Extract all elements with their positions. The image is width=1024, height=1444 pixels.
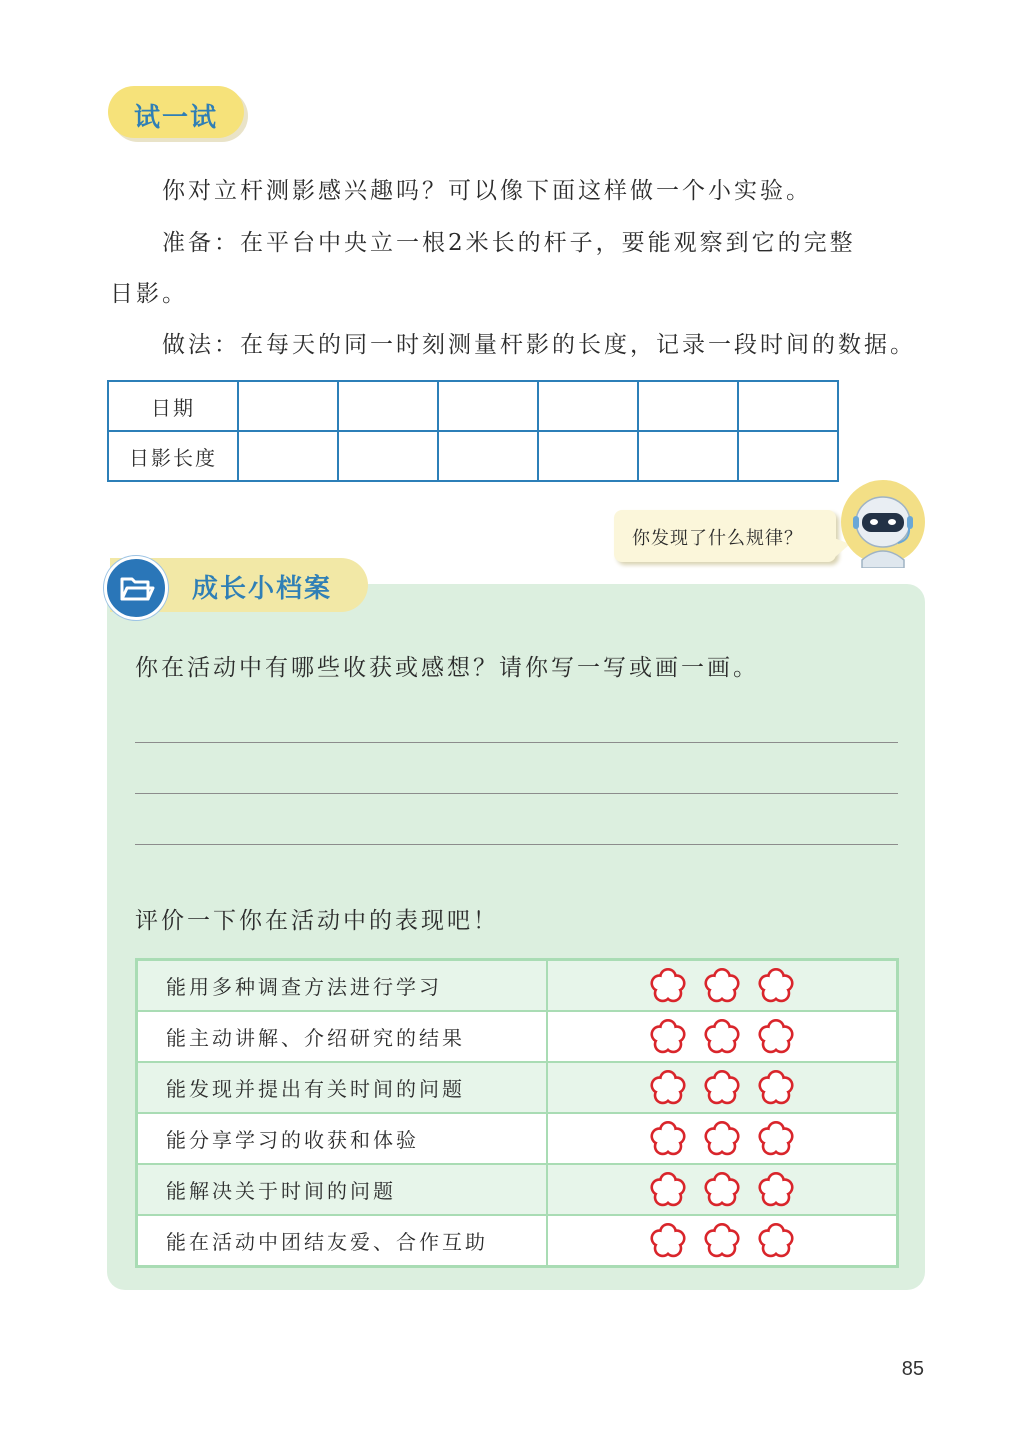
- prep-text-line2: 日影。: [110, 281, 188, 307]
- flower-rating-icon[interactable]: [700, 1168, 744, 1212]
- try-it-label: 试一试: [133, 103, 218, 133]
- flower-rating-icon[interactable]: [646, 964, 690, 1008]
- shadow-length-row-label: 日影长度: [108, 431, 238, 481]
- intro-text: 你对立杆测影感兴趣吗？可以像下面这样做一个小实验。: [162, 178, 812, 204]
- table-row: [137, 1062, 898, 1113]
- rating-flowers: [547, 1164, 898, 1215]
- rating-flowers: [547, 1113, 898, 1164]
- flower-rating-icon[interactable]: [646, 1015, 690, 1059]
- flower-rating-icon[interactable]: [646, 1168, 690, 1212]
- table-row: [137, 1011, 898, 1062]
- flower-rating-icon[interactable]: [700, 1066, 744, 1110]
- date-cell[interactable]: [438, 381, 538, 431]
- shadow-length-cell[interactable]: [738, 431, 838, 481]
- date-cell[interactable]: [338, 381, 438, 431]
- flower-rating-icon[interactable]: [700, 1015, 744, 1059]
- criterion-label: 能分享学习的收获和体验: [137, 1113, 548, 1164]
- shadow-length-cell[interactable]: [538, 431, 638, 481]
- table-row: [108, 431, 838, 481]
- criterion-label: 能发现并提出有关时间的问题: [137, 1062, 548, 1113]
- shadow-record-table: [107, 380, 839, 482]
- robot-speech-bubble: [614, 510, 836, 562]
- criterion-label: 能主动讲解、介绍研究的结果: [137, 1011, 548, 1062]
- criterion-label: 能用多种调查方法进行学习: [137, 960, 548, 1012]
- evaluation-title: 评价一下你在活动中的表现吧！: [135, 908, 499, 934]
- prep-text-line1: 准备：在平台中央立一根2米长的杆子，要能观察到它的完整: [162, 230, 856, 256]
- robot-mascot-icon: [838, 480, 928, 568]
- flower-rating-icon[interactable]: [700, 964, 744, 1008]
- writing-line[interactable]: [135, 844, 898, 845]
- table-row: [108, 381, 838, 431]
- date-cell[interactable]: [738, 381, 838, 431]
- table-row: [137, 1215, 898, 1267]
- flower-rating-icon[interactable]: [754, 1219, 798, 1263]
- shadow-length-cell[interactable]: [638, 431, 738, 481]
- writing-line[interactable]: [135, 793, 898, 794]
- flower-rating-icon[interactable]: [754, 1117, 798, 1161]
- folder-icon: [107, 559, 165, 617]
- table-row: [137, 1164, 898, 1215]
- table-row: [137, 960, 898, 1012]
- date-row-label: 日期: [108, 381, 238, 431]
- page-number: 85: [901, 1358, 924, 1380]
- criterion-label: 能解决关于时间的问题: [137, 1164, 548, 1215]
- robot-question: 你发现了什么规律？: [632, 528, 803, 549]
- shadow-length-cell[interactable]: [438, 431, 538, 481]
- flower-rating-icon[interactable]: [700, 1219, 744, 1263]
- writing-line[interactable]: [135, 742, 898, 743]
- shadow-length-cell[interactable]: [238, 431, 338, 481]
- rating-flowers: [547, 1011, 898, 1062]
- method-text: 做法：在每天的同一时刻测量杆影的长度，记录一段时间的数据。: [162, 332, 916, 358]
- date-cell[interactable]: [538, 381, 638, 431]
- flower-rating-icon[interactable]: [646, 1219, 690, 1263]
- date-cell[interactable]: [238, 381, 338, 431]
- table-row: [137, 1113, 898, 1164]
- criterion-label: 能在活动中团结友爱、合作互助: [137, 1215, 548, 1267]
- flower-rating-icon[interactable]: [646, 1117, 690, 1161]
- shadow-length-cell[interactable]: [338, 431, 438, 481]
- growth-archive-title: 成长小档案: [192, 574, 333, 604]
- rating-flowers: [547, 960, 898, 1012]
- flower-rating-icon[interactable]: [754, 1066, 798, 1110]
- try-it-tag: [108, 86, 244, 138]
- flower-rating-icon[interactable]: [754, 1015, 798, 1059]
- self-evaluation-table: [135, 958, 899, 1268]
- flower-rating-icon[interactable]: [700, 1117, 744, 1161]
- flower-rating-icon[interactable]: [754, 964, 798, 1008]
- flower-rating-icon[interactable]: [754, 1168, 798, 1212]
- folder-badge: [104, 556, 168, 620]
- rating-flowers: [547, 1215, 898, 1267]
- reflection-prompt: 你在活动中有哪些收获或感想？请你写一写或画一画。: [135, 655, 759, 681]
- date-cell[interactable]: [638, 381, 738, 431]
- flower-rating-icon[interactable]: [646, 1066, 690, 1110]
- rating-flowers: [547, 1062, 898, 1113]
